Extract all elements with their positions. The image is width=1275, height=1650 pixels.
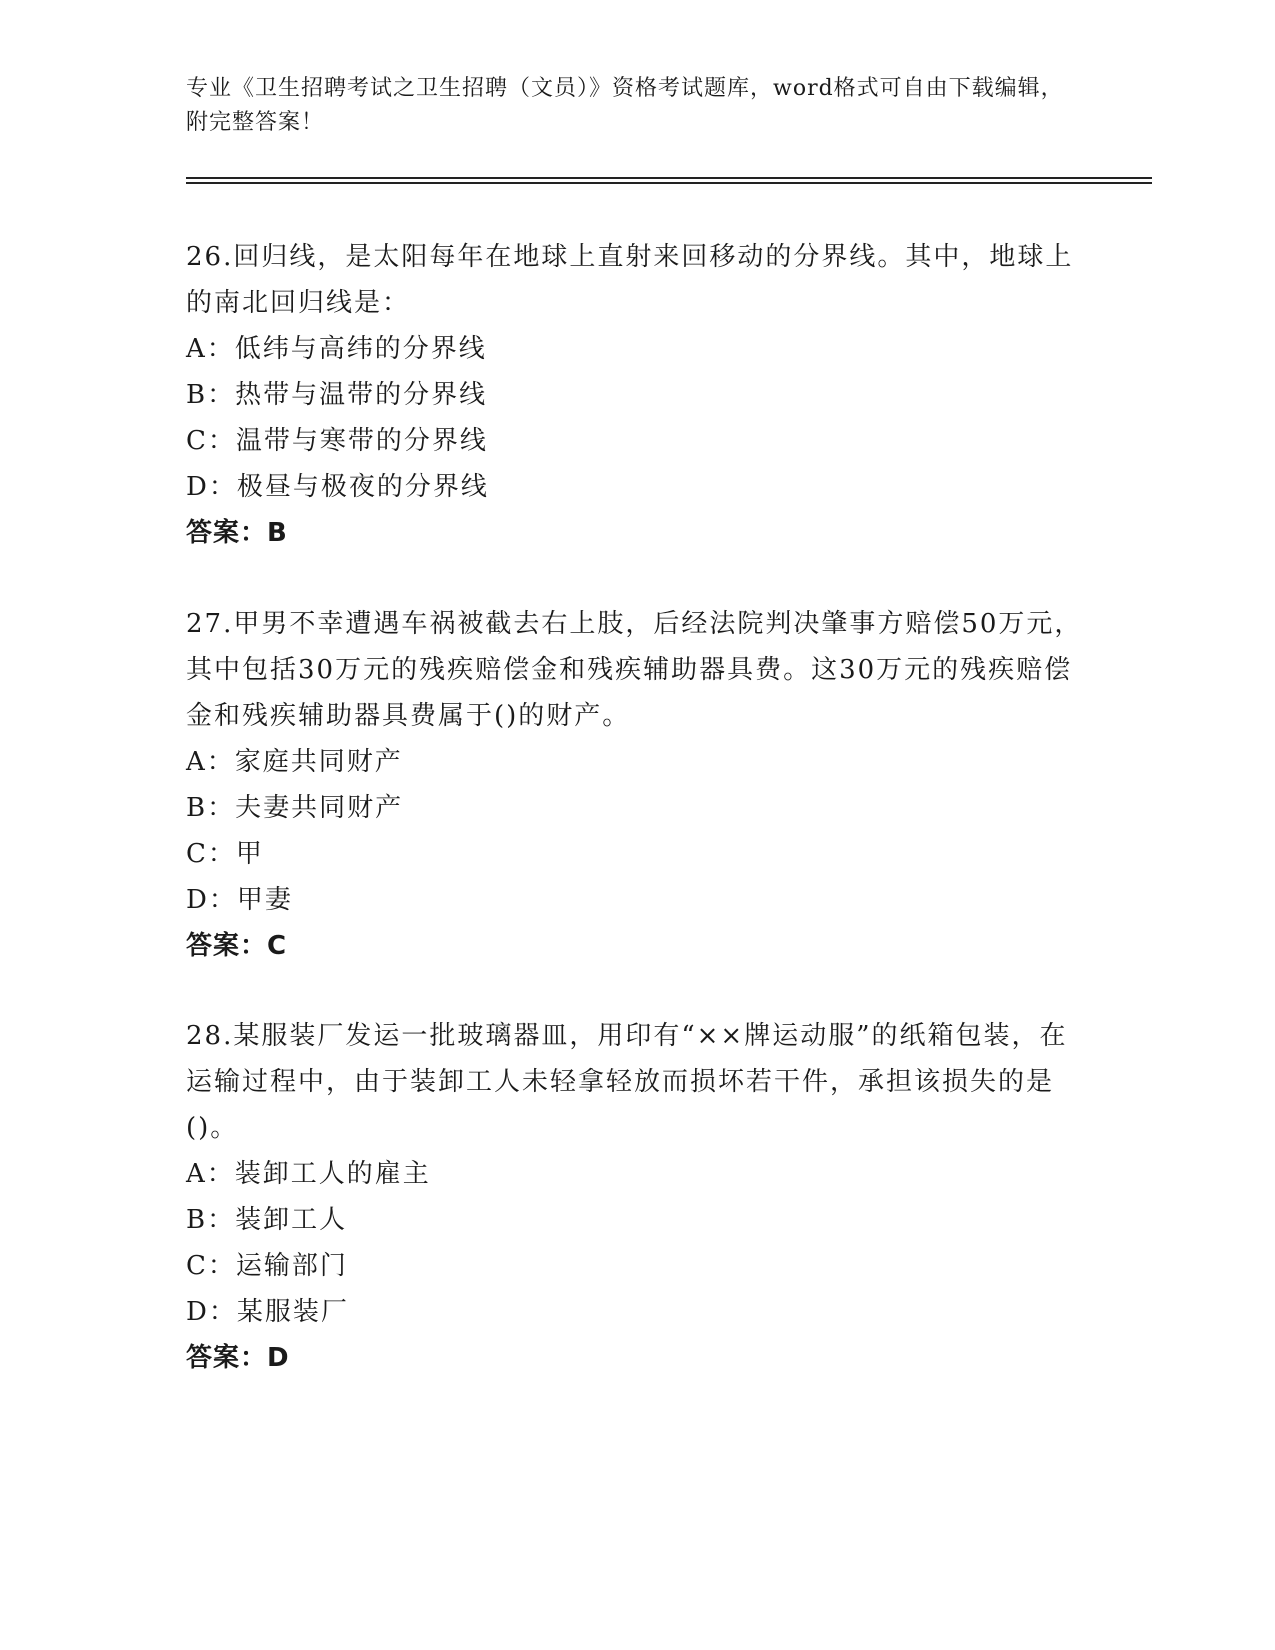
option-a: A：低纬与高纬的分界线 [186, 334, 487, 364]
document-intro: 专业《卫生招聘考试之卫生招聘（文员）》资格考试题库，word格式可自由下载编辑，附完整答案！ [186, 76, 1064, 135]
option-b: B：夫妻共同财产 [186, 793, 404, 823]
option-a: A：家庭共同财产 [186, 747, 403, 777]
question-stem: 26.回归线，是太阳每年在地球上直射来回移动的分界线。其中，地球上的南北回归线是： [186, 242, 1074, 318]
answer-line: 答案：D [186, 1343, 290, 1373]
answer-line: 答案：C [186, 931, 288, 961]
header-divider-top [186, 177, 1152, 179]
question-26 [186, 234, 1086, 556]
option-c: C：甲 [186, 839, 264, 869]
header-divider-bottom [186, 182, 1152, 184]
option-c: C：温带与寒带的分界线 [186, 426, 488, 456]
option-a: A：装卸工人的雇主 [186, 1159, 431, 1189]
option-b: B：装卸工人 [186, 1205, 348, 1235]
option-d: D：极昼与极夜的分界线 [186, 472, 489, 502]
option-d: D：甲妻 [186, 885, 293, 915]
option-d: D：某服装厂 [186, 1297, 349, 1327]
question-stem: 27.甲男不幸遭遇车祸被截去右上肢，后经法院判决肇事方赔偿50万元，其中包括30万元的残疾赔偿金和残疾辅助器具费。这30万元的残疾赔偿金和残疾辅助器具费属于()的财产。 [186, 609, 1083, 731]
question-stem: 28.某服装厂发运一批玻璃器皿，用印有“××牌运动服”的纸箱包装，在运输过程中，由于装卸工人未轻拿轻放而损坏若干件，承担该损失的是()。 [186, 1021, 1068, 1143]
option-b: B：热带与温带的分界线 [186, 380, 488, 410]
question-28 [186, 1013, 1086, 1381]
option-c: C：运输部门 [186, 1251, 348, 1281]
answer-line: 答案：B [186, 518, 288, 548]
question-27 [186, 601, 1086, 969]
